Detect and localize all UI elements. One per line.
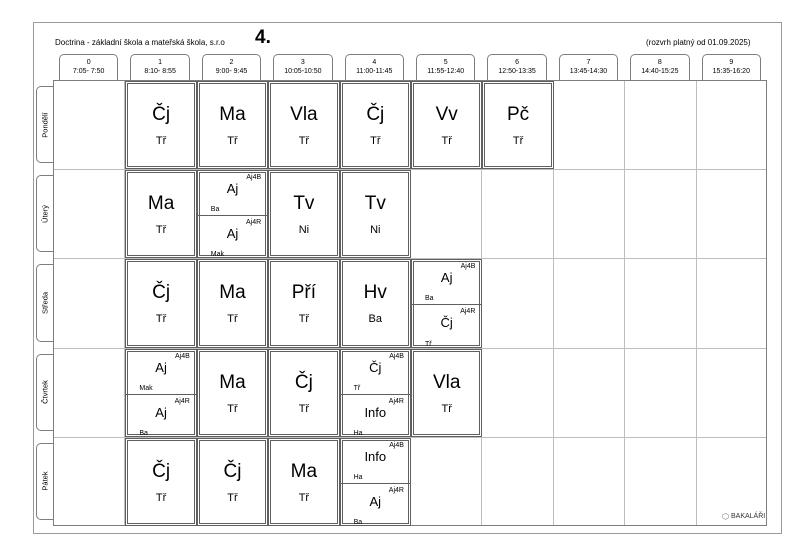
lesson-teacher: Tř: [298, 135, 310, 147]
valid-from-note: (rozvrh platný od 01.09.2025): [646, 38, 751, 47]
group-lesson: [341, 394, 410, 439]
lesson-cell: [268, 438, 339, 526]
day-name: Pondělí: [40, 111, 50, 138]
period-number: 5: [443, 59, 448, 66]
lesson-cell: [340, 349, 411, 437]
period-0-header: [59, 54, 118, 80]
bakalari-logo-icon: ⬡: [722, 512, 729, 521]
lesson-cell: [197, 259, 268, 347]
day-label-2: [36, 264, 53, 341]
lesson-subject: Aj: [226, 226, 239, 242]
lesson-cell: [125, 349, 196, 437]
lesson-teacher: Tř: [353, 384, 361, 392]
lesson-subject: Info: [364, 448, 387, 464]
lesson-cell: [340, 259, 411, 347]
period-3-header: [273, 54, 332, 80]
lesson-teacher: Tř: [227, 135, 238, 147]
period-number: 8: [657, 59, 662, 66]
period-time: 8:10- 8:55: [144, 68, 176, 75]
lesson-teacher: Ba: [368, 313, 383, 326]
lesson-teacher: Ba: [139, 429, 148, 437]
lesson-teacher: Tř: [425, 340, 432, 348]
group-lesson: [198, 215, 267, 260]
period-number: 7: [586, 59, 591, 66]
lesson-teacher: Ha: [353, 473, 363, 481]
lesson-subject: Čj: [440, 315, 453, 331]
lesson-subject: Pří: [291, 282, 317, 304]
lesson-teacher: Ni: [370, 224, 381, 237]
grid-column-divider: [624, 81, 625, 525]
lesson-teacher: Tř: [155, 224, 167, 237]
period-number: 2: [229, 59, 234, 66]
group-lesson: [341, 439, 410, 483]
school-name: Doctrina - základní škola a mateřská škola, s.r.o: [55, 38, 225, 47]
lesson-cell: [340, 438, 411, 526]
period-number: 4: [372, 59, 377, 66]
logo-text: BAKALÁŘI: [730, 513, 766, 520]
group-name: Aj4R: [388, 486, 404, 494]
group-name: Aj4R: [174, 397, 190, 405]
group-name: Aj4B: [389, 441, 404, 449]
day-label-0: [36, 86, 53, 163]
lesson-cell: [340, 81, 411, 169]
period-time: 14:40-15:25: [641, 68, 679, 75]
period-7-header: [559, 54, 618, 80]
lesson-subject: Aj: [369, 493, 382, 509]
period-8-header: [630, 54, 689, 80]
lesson-teacher: Tř: [155, 491, 167, 504]
lesson-subject: Hv: [363, 282, 387, 304]
period-time: 10:05-10:50: [284, 68, 322, 75]
period-time: 11:00-11:45: [356, 68, 393, 75]
lesson-teacher: Tř: [227, 491, 238, 504]
lesson-cell: [268, 170, 339, 258]
group-lesson: [341, 483, 410, 528]
lesson-subject: Čj: [152, 104, 171, 125]
lesson-teacher: Tř: [298, 402, 310, 415]
lesson-teacher: Ba: [425, 295, 434, 303]
period-number: 1: [158, 59, 163, 66]
lesson-subject: Čj: [294, 371, 313, 393]
lesson-subject: Tv: [364, 193, 386, 215]
period-time: 7:05- 7:50: [72, 68, 105, 75]
lesson-teacher: Ha: [353, 429, 363, 437]
lesson-subject: Čj: [369, 359, 382, 375]
day-name: Středa: [40, 291, 50, 315]
lesson-subject: Pč: [506, 104, 530, 125]
lesson-teacher: Mak: [210, 251, 225, 259]
period-time: 12:50-13:35: [498, 68, 536, 75]
period-9-header: [702, 54, 761, 80]
period-time: 9:00- 9:45: [215, 68, 248, 75]
lesson-subject: Ma: [219, 104, 246, 125]
day-name: Pátek: [40, 471, 50, 491]
day-name: Úterý: [40, 204, 50, 223]
period-4-header: [345, 54, 404, 80]
lesson-cell: [268, 259, 339, 347]
lesson-subject: Info: [364, 404, 387, 420]
lesson-cell: [125, 81, 196, 169]
day-label-4: [36, 443, 53, 520]
class-title: 4.: [255, 27, 271, 48]
day-label-3: [36, 354, 53, 431]
lesson-teacher: Tř: [512, 135, 524, 147]
period-time: 13:45-14:30: [569, 68, 608, 75]
group-name: Aj4R: [246, 219, 262, 227]
lesson-cell: [411, 349, 482, 437]
lesson-subject: Vv: [435, 104, 458, 125]
lesson-cell: [268, 349, 339, 437]
group-name: Aj4B: [174, 352, 190, 360]
group-name: Aj4R: [388, 397, 404, 405]
lesson-cell: [411, 259, 482, 347]
period-time: 11:55-12:40: [427, 68, 465, 75]
lesson-teacher: Tř: [155, 135, 167, 147]
lesson-cell: [197, 438, 268, 526]
lesson-teacher: Mak: [139, 384, 153, 392]
lesson-cell: [125, 170, 196, 258]
period-5-header: [416, 54, 475, 80]
day-label-1: [36, 175, 53, 252]
lesson-cell: [125, 438, 196, 526]
group-lesson: [126, 350, 195, 394]
lesson-teacher: Ba: [353, 518, 363, 526]
group-lesson: [412, 260, 481, 304]
lesson-subject: Aj: [155, 359, 167, 375]
lesson-subject: Aj: [440, 270, 453, 286]
timetable-grid: [53, 80, 767, 526]
lesson-subject: Aj: [226, 181, 239, 197]
lesson-teacher: Tř: [298, 491, 310, 504]
group-lesson: [412, 304, 481, 349]
lesson-subject: Ma: [147, 193, 175, 215]
lesson-cell: [197, 349, 268, 437]
lesson-cell: [411, 81, 482, 169]
period-6-header: [487, 54, 546, 80]
lesson-subject: Ma: [219, 282, 246, 304]
lesson-subject: Vla: [290, 104, 318, 125]
lesson-cell: [268, 81, 339, 169]
period-number: 0: [86, 59, 91, 66]
period-1-header: [130, 54, 189, 80]
group-name: Aj4R: [460, 308, 476, 316]
lesson-teacher: Tř: [441, 402, 452, 415]
bakalari-logo: [722, 512, 765, 521]
lesson-cell: [125, 259, 196, 347]
period-number: 6: [515, 59, 520, 66]
group-name: Aj4B: [246, 174, 262, 182]
group-lesson: [341, 350, 410, 394]
lesson-cell: [197, 170, 268, 258]
lesson-cell: [482, 81, 553, 169]
group-lesson: [198, 171, 267, 215]
lesson-subject: Vla: [432, 371, 461, 393]
lesson-teacher: Tř: [227, 402, 238, 415]
lesson-teacher: Ba: [210, 206, 220, 214]
period-number: 9: [729, 59, 734, 66]
lesson-subject: Ma: [219, 371, 246, 393]
group-name: Aj4B: [460, 263, 476, 271]
lesson-subject: Ma: [290, 460, 318, 482]
lesson-subject: Aj: [155, 404, 167, 420]
lesson-subject: Tv: [293, 193, 315, 215]
lesson-subject: Čj: [152, 282, 171, 304]
lesson-teacher: Tř: [155, 313, 167, 326]
grid-column-divider: [696, 81, 697, 525]
period-2-header: [202, 54, 261, 80]
group-lesson: [126, 394, 195, 439]
lesson-subject: Čj: [223, 460, 242, 482]
lesson-teacher: Tř: [227, 313, 238, 326]
lesson-subject: Čj: [152, 460, 171, 482]
group-name: Aj4B: [389, 352, 404, 360]
lesson-teacher: Tř: [441, 135, 452, 147]
lesson-teacher: Tř: [370, 135, 381, 147]
lesson-subject: Čj: [366, 104, 385, 125]
lesson-cell: [340, 170, 411, 258]
day-name: Čtvrtek: [40, 380, 50, 405]
lesson-teacher: Ni: [298, 224, 310, 237]
lesson-teacher: Tř: [298, 313, 310, 326]
period-time: 15:35-16:20: [712, 68, 750, 75]
lesson-cell: [197, 81, 268, 169]
period-number: 3: [300, 59, 305, 66]
